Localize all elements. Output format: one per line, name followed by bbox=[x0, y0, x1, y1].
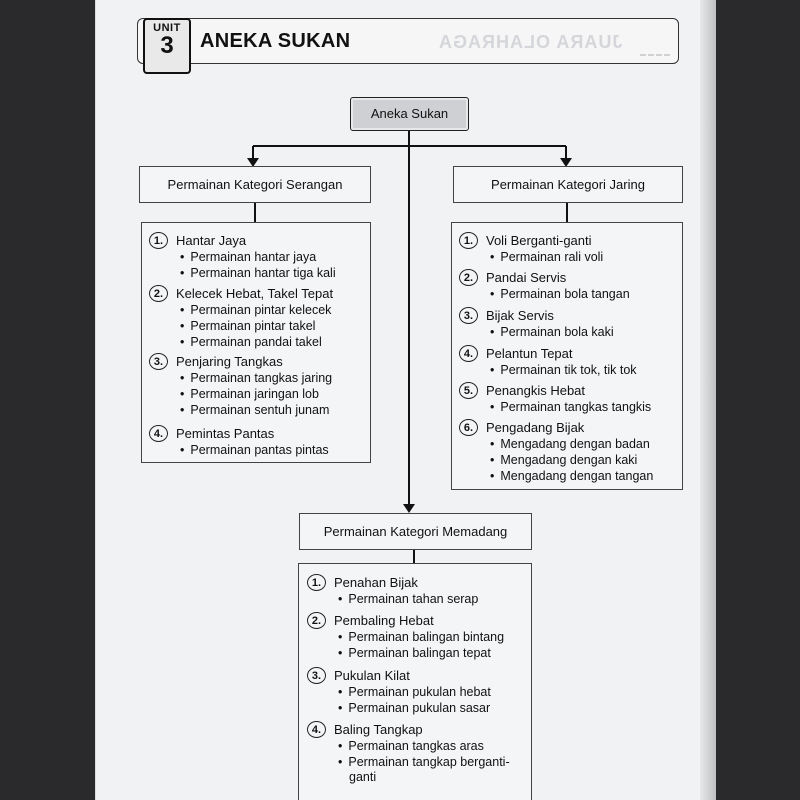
item-sub: • Permainan tangkas jaring bbox=[180, 370, 332, 386]
item-sub: • Permainan rali voli bbox=[490, 249, 603, 265]
item-sub: • Mengadang dengan badan bbox=[490, 436, 653, 452]
item-sub: • Permainan sentuh junam bbox=[180, 402, 332, 418]
item-number: 6. bbox=[459, 419, 478, 436]
item-title: Kelecek Hebat, Takel Tepat bbox=[176, 285, 334, 301]
item-sub: • Permainan balingan bintang bbox=[338, 629, 504, 645]
list-item bbox=[459, 381, 651, 415]
category-serangan: Permainan Kategori Serangan bbox=[139, 166, 371, 203]
jaring-list bbox=[451, 222, 683, 490]
list-item bbox=[459, 344, 637, 378]
item-number: 2. bbox=[149, 285, 168, 302]
item-title: Penjaring Tangkas bbox=[176, 353, 283, 369]
list-item bbox=[149, 231, 336, 281]
page-title: ANEKA SUKAN bbox=[200, 30, 351, 52]
list-item bbox=[459, 231, 603, 265]
item-number: 3. bbox=[459, 307, 478, 324]
item-sub: • Permainan pintar takel bbox=[180, 318, 333, 334]
list-item bbox=[149, 284, 333, 350]
list-item bbox=[459, 418, 653, 484]
show-through-title: JUARA OLAHRAGA bbox=[438, 32, 623, 52]
item-number: 2. bbox=[459, 269, 478, 286]
serangan-list bbox=[141, 222, 371, 463]
list-item bbox=[149, 424, 329, 458]
item-number: 4. bbox=[307, 721, 326, 738]
item-sub: • Mengadang dengan tangan bbox=[490, 468, 653, 484]
item-sub: • Permainan pintar kelecek bbox=[180, 302, 333, 318]
list-item bbox=[459, 268, 630, 302]
item-number: 1. bbox=[459, 232, 478, 249]
category-memadang: Permainan Kategori Memadang bbox=[299, 513, 532, 550]
list-item bbox=[307, 666, 491, 716]
root-node: Aneka Sukan bbox=[350, 97, 469, 131]
item-number: 3. bbox=[149, 353, 168, 370]
item-sub: • Permainan tangkas tangkis bbox=[490, 399, 651, 415]
item-title: Pengadang Bijak bbox=[486, 419, 585, 435]
category-jaring: Permainan Kategori Jaring bbox=[453, 166, 683, 203]
item-number: 5. bbox=[459, 382, 478, 399]
arrowhead-memadang bbox=[403, 504, 415, 513]
item-sub: • Permainan tahan serap bbox=[338, 591, 478, 607]
list-item bbox=[307, 573, 478, 607]
item-title: Penahan Bijak bbox=[334, 574, 418, 590]
list-item bbox=[307, 611, 504, 661]
item-sub: • Permainan hantar jaya bbox=[180, 249, 336, 265]
item-sub: • Permainan bola kaki bbox=[490, 324, 614, 340]
unit-number: 3 bbox=[160, 32, 174, 59]
item-sub: • Mengadang dengan kaki bbox=[490, 452, 653, 468]
item-sub: • Permainan pandai takel bbox=[180, 334, 333, 350]
item-number: 2. bbox=[307, 612, 326, 629]
item-sub: • Permainan tangkap berganti- bbox=[338, 754, 510, 770]
item-sub: • Permainan hantar tiga kali bbox=[180, 265, 336, 281]
item-number: 4. bbox=[149, 425, 168, 442]
item-number: 4. bbox=[459, 345, 478, 362]
item-title: Penangkis Hebat bbox=[486, 382, 586, 398]
item-sub: • Permainan bola tangan bbox=[490, 286, 630, 302]
item-sub: • Permainan pantas pintas bbox=[180, 442, 329, 458]
item-title: Bijak Servis bbox=[486, 307, 554, 323]
item-title: Pembaling Hebat bbox=[334, 612, 434, 628]
unit-label: UNIT bbox=[153, 22, 181, 34]
item-title: Pelantun Tepat bbox=[486, 345, 573, 361]
item-sub: • Permainan balingan tepat bbox=[338, 645, 504, 661]
memadang-list bbox=[298, 563, 532, 800]
item-sub: • Permainan pukulan hebat bbox=[338, 684, 491, 700]
item-sub: • Permainan jaringan lob bbox=[180, 386, 332, 402]
item-number: 1. bbox=[149, 232, 168, 249]
item-sub: • Permainan pukulan sasar bbox=[338, 700, 491, 716]
item-sub: • Permainan tik tok, tik tok bbox=[490, 362, 637, 378]
list-item bbox=[459, 306, 614, 340]
item-title: Baling Tangkap bbox=[334, 721, 423, 737]
list-item bbox=[307, 720, 510, 785]
item-title: Hantar Jaya bbox=[176, 232, 247, 248]
item-title: Pukulan Kilat bbox=[334, 667, 410, 683]
item-sub-continuation: ganti bbox=[349, 770, 377, 784]
item-number: 3. bbox=[307, 667, 326, 684]
list-item bbox=[149, 352, 332, 418]
item-title: Pandai Servis bbox=[486, 269, 567, 285]
item-number: 1. bbox=[307, 574, 326, 591]
item-sub: • Permainan tangkas aras bbox=[338, 738, 510, 754]
item-title: Voli Berganti-ganti bbox=[486, 232, 592, 248]
item-title: Pemintas Pantas bbox=[176, 425, 275, 441]
